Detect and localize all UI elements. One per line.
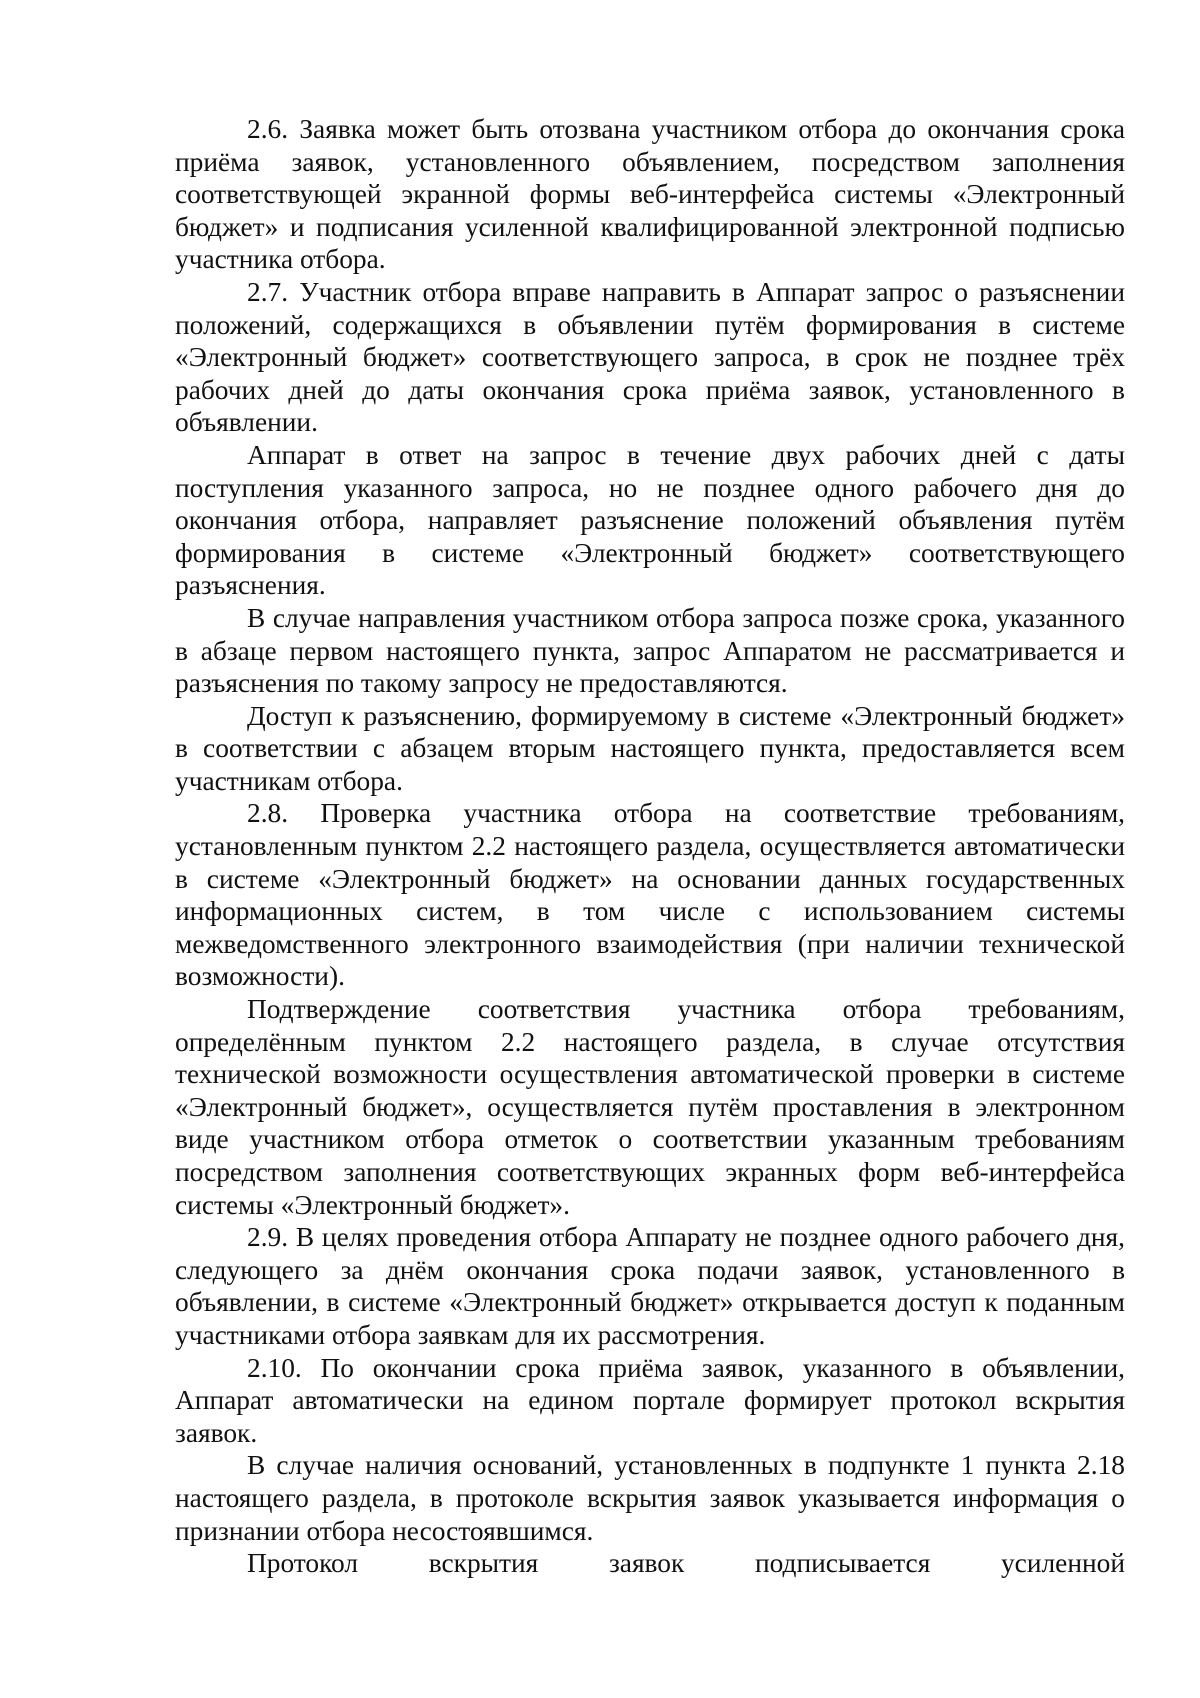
paragraph-late-request: В случае направления участником отбора запроса позже срока, указанного в абзаце первом настоящего пункта, запрос Аппаратом не рассматривается и разъяснения по такому запросу не предоставляются.	[175, 602, 1125, 699]
paragraph-grounds: В случае наличия оснований, установленных в подпункте 1 пункта 2.18 настоящего раздела, в протоколе вскрытия заявок указывается информация о признании отбора несостоявшимся.	[175, 1450, 1125, 1546]
paragraph-2-8: 2.8. Проверка участника отбора на соответствие требованиям, установленным пунктом 2.2 настоящего раздела, осуществляется автоматически в системе «Электронный бюджет» на основании данных государственных информационных систем, в том числе с использованием системы межведомственного электронного взаимодействия (при наличии технической возможности).	[175, 798, 1125, 992]
paragraph-2-10: 2.10. По окончании срока приёма заявок, указанного в объявлении, Аппарат автоматически на едином портале формирует протокол вскрытия заявок.	[175, 1352, 1125, 1448]
paragraph-2-7: 2.7. Участник отбора вправе направить в Аппарат запрос о разъяснении положений, содержащихся в объявлении путём формирования в системе «Электронный бюджет» соответствующего запроса, в срок не позднее трёх рабочих дней до даты окончания срока приёма заявок, установленного в объявлении.	[175, 276, 1125, 438]
paragraph-2-9: 2.9. В целях проведения отбора Аппарату не позднее одного рабочего дня, следующего за днём окончания срока подачи заявок, установленного в объявлении, в системе «Электронный бюджет» открывается доступ к поданным участниками отбора заявкам для их рассмотрения.	[175, 1222, 1125, 1350]
document-body	[175, 113, 1125, 1580]
paragraph-access-clarification: Доступ к разъяснению, формируемому в системе «Электронный бюджет» в соответствии с абзацем вторым настоящего пункта, предоставляется всем участникам отбора.	[175, 700, 1125, 796]
paragraph-apparat-reply: Аппарат в ответ на запрос в течение двух рабочих дней с даты поступления указанного запроса, но не позднее одного рабочего дня до окончания отбора, направляет разъяснение положений объявления путём формирования в системе «Электронный бюджет» соответствующего разъяснения.	[175, 439, 1125, 601]
paragraph-confirmation: Подтверждение соответствия участника отбора требованиям, определённым пунктом 2.2 настоящего раздела, в случае отсутствия технической возможности осуществления автоматической проверки в системе «Электронный бюджет», осуществляется путём проставления в электронном виде участником отбора отметок о соответствии указанным требованиям посредством заполнения соответствующих экранных форм веб-интерфейса системы «Электронный бюджет».	[175, 994, 1125, 1220]
paragraph-2-6: 2.6. Заявка может быть отозвана участником отбора до окончания срока приёма заявок, установленного объявлением, посредством заполнения соответствующей экранной формы веб-интерфейса системы «Электронный бюджет» и подписания усиленной квалифицированной электронной подписью участника отбора.	[175, 114, 1125, 275]
paragraph-protocol-signing: Протокол вскрытия заявок подписывается усиленной	[247, 1548, 1125, 1579]
